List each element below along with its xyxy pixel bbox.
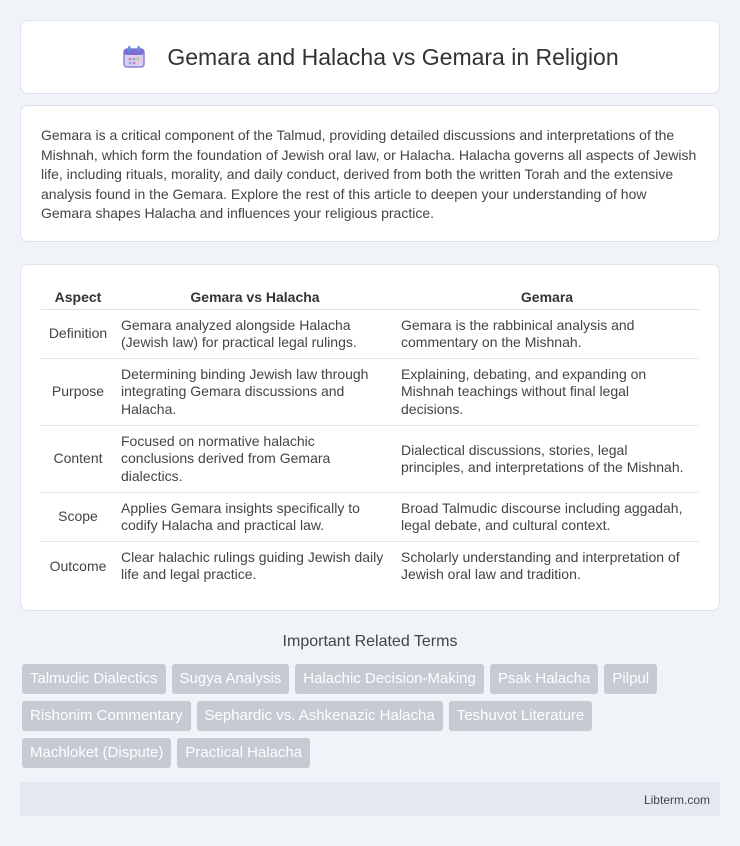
page-title: Gemara and Halacha vs Gemara in Religion	[167, 43, 619, 70]
row-gemara: Dialectical discussions, stories, legal principles, and interpretations of the Mishnah.	[395, 426, 699, 493]
related-terms-list	[22, 664, 722, 775]
related-terms-title: Important Related Terms	[282, 633, 458, 650]
calendar-icon	[121, 44, 147, 70]
row-aspect: Content	[41, 426, 115, 493]
table-row	[41, 310, 699, 359]
related-term-tag[interactable]: Sugya Analysis	[172, 664, 290, 694]
related-term-tag[interactable]: Machloket (Dispute)	[22, 738, 171, 768]
related-term-tag[interactable]: Psak Halacha	[490, 664, 599, 694]
header-gemara: Gemara	[395, 285, 699, 310]
row-aspect: Purpose	[41, 359, 115, 426]
footer-site-link[interactable]: Libterm.com	[643, 793, 710, 807]
comparison-table-card	[20, 264, 720, 611]
intro-section	[20, 105, 720, 242]
table-row	[41, 542, 699, 591]
related-term-tag[interactable]: Rishonim Commentary	[22, 701, 191, 731]
comparison-table	[41, 285, 699, 591]
table-header-row	[41, 285, 699, 310]
page-header	[20, 20, 720, 94]
row-gemara: Scholarly understanding and interpretation of Jewish oral law and tradition.	[401, 548, 680, 583]
related-term-tag[interactable]: Talmudic Dialectics	[22, 664, 166, 694]
row-gemara-vs-halacha: Focused on normative halachic conclusions derived from Gemara dialectics.	[115, 426, 395, 493]
related-term-tag[interactable]: Halachic Decision-Making	[295, 664, 484, 694]
intro-text: Gemara is a critical component of the Talmud, providing detailed discussions and interpretations of the Mishnah, which form the foundation of Jewish oral law, or Halacha. Halacha governs all aspects of Jewish life, including rituals, morality, and daily conduct, derived from both the written Torah and the extensive analysis found in the Gemara. Explore the rest of this article to deepen your understanding of how Gemara shapes Halacha and influences your religious practice.	[41, 127, 697, 221]
row-aspect: Definition	[41, 310, 115, 359]
related-term-tag[interactable]: Pilpul	[604, 664, 657, 694]
row-gemara-vs-halacha: Applies Gemara insights specifically to codify Halacha and practical law.	[115, 493, 395, 542]
header-aspect: Aspect	[41, 285, 115, 310]
row-gemara: Broad Talmudic discourse including aggadah, legal debate, and cultural context.	[395, 493, 699, 542]
related-term-tag[interactable]: Practical Halacha	[177, 738, 310, 768]
row-gemara: Gemara is the rabbinical analysis and commentary on the Mishnah.	[395, 310, 699, 359]
row-gemara-vs-halacha: Clear halachic rulings guiding Jewish daily life and legal practice.	[121, 548, 384, 583]
row-gemara-vs-halacha: Determining binding Jewish law through integrating Gemara discussions and Halacha.	[115, 359, 395, 426]
row-gemara: Explaining, debating, and expanding on Mishnah teachings without final legal decisions.	[395, 359, 699, 426]
footer	[20, 782, 720, 816]
row-gemara-vs-halacha: Gemara analyzed alongside Halacha (Jewish law) for practical legal rulings.	[115, 310, 395, 359]
related-term-tag[interactable]: Sephardic vs. Ashkenazic Halacha	[197, 701, 443, 731]
table-row	[41, 426, 699, 493]
table-row	[41, 493, 699, 542]
row-aspect: Outcome	[49, 557, 107, 574]
row-aspect: Scope	[41, 493, 115, 542]
related-term-tag[interactable]: Teshuvot Literature	[449, 701, 593, 731]
table-row	[41, 359, 699, 426]
header-gemara-vs-halacha: Gemara vs Halacha	[115, 285, 395, 310]
